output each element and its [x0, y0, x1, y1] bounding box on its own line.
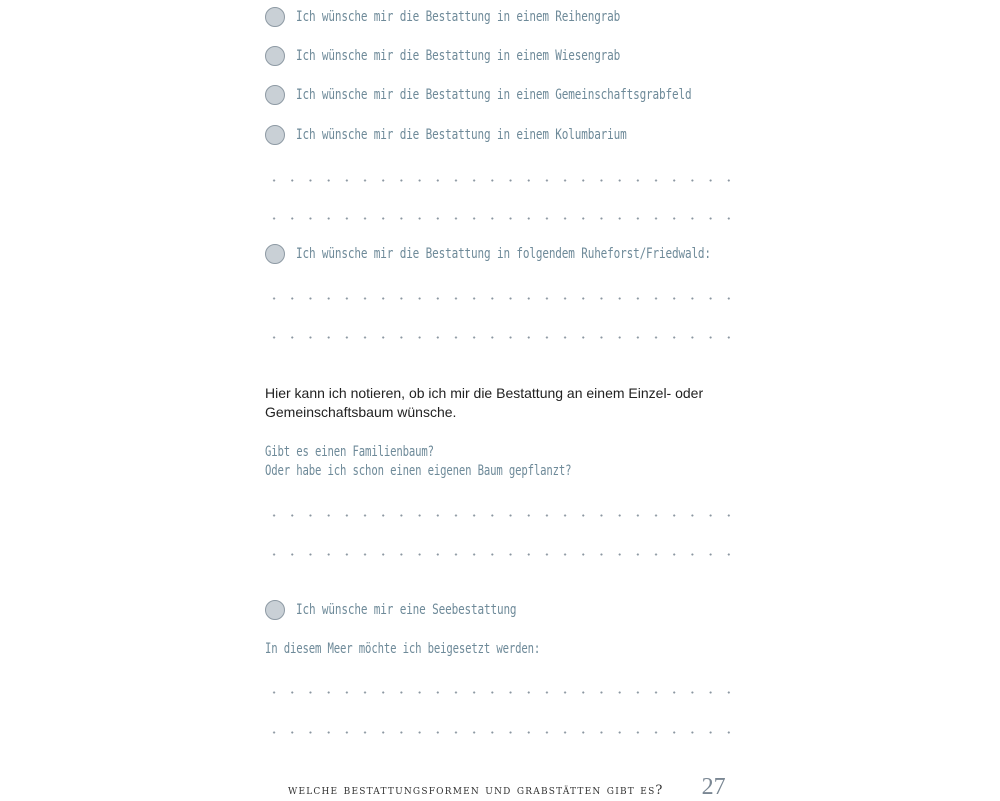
option-gemeinschaftsgrabfeld[interactable] [265, 83, 816, 107]
writing-line[interactable] [265, 731, 731, 734]
option-kolumbarium[interactable] [265, 123, 731, 147]
option-label: Ich wünsche mir eine Seebestattung [296, 602, 517, 618]
radio-button[interactable] [265, 600, 285, 620]
writing-line[interactable] [265, 297, 731, 300]
option-label: Ich wünsche mir die Bestattung in einem Wiesengrab [296, 48, 621, 64]
sea-prompt [265, 640, 627, 659]
writing-line[interactable] [265, 217, 731, 220]
writing-line[interactable] [265, 691, 731, 694]
option-wiesengrab[interactable] [265, 44, 723, 68]
option-ruheforst-friedwald[interactable] [265, 242, 842, 266]
writing-line[interactable] [265, 514, 731, 517]
option-seebestattung[interactable] [265, 598, 586, 622]
option-label: Ich wünsche mir die Bestattung in einem Gemeinschaftsgrabfeld [296, 87, 692, 103]
tree-note-text: Hier kann ich notieren, ob ich mir die Bestattung an einem Einzel- oder Gemeinschaftsbaum wünsche. [265, 385, 704, 420]
radio-button[interactable] [265, 85, 285, 105]
writing-line[interactable] [265, 179, 731, 182]
question-line: Gibt es einen Familienbaum? [265, 444, 434, 460]
question-line: Oder habe ich schon einen eigenen Baum gepflanzt? [265, 463, 572, 479]
page-footer [288, 774, 726, 801]
option-label: Ich wünsche mir die Bestattung in einem Kolumbarium [296, 127, 627, 143]
option-label: Ich wünsche mir die Bestattung in folgendem Ruheforst/Friedwald: [296, 246, 711, 262]
radio-button[interactable] [265, 125, 285, 145]
writing-line[interactable] [265, 553, 731, 556]
chapter-title: welche bestattungsformen und grabstätten gibt es? [288, 783, 664, 798]
radio-button[interactable] [265, 244, 285, 264]
radio-button[interactable] [265, 46, 285, 66]
sea-prompt-text: In diesem Meer möchte ich beigesetzt werden: [265, 641, 541, 657]
option-reihengrab[interactable] [265, 5, 723, 29]
tree-questions [265, 443, 668, 481]
radio-button[interactable] [265, 7, 285, 27]
writing-line[interactable] [265, 336, 731, 339]
page-number: 27 [701, 774, 726, 800]
option-label: Ich wünsche mir die Bestattung in einem Reihengrab [296, 9, 621, 25]
